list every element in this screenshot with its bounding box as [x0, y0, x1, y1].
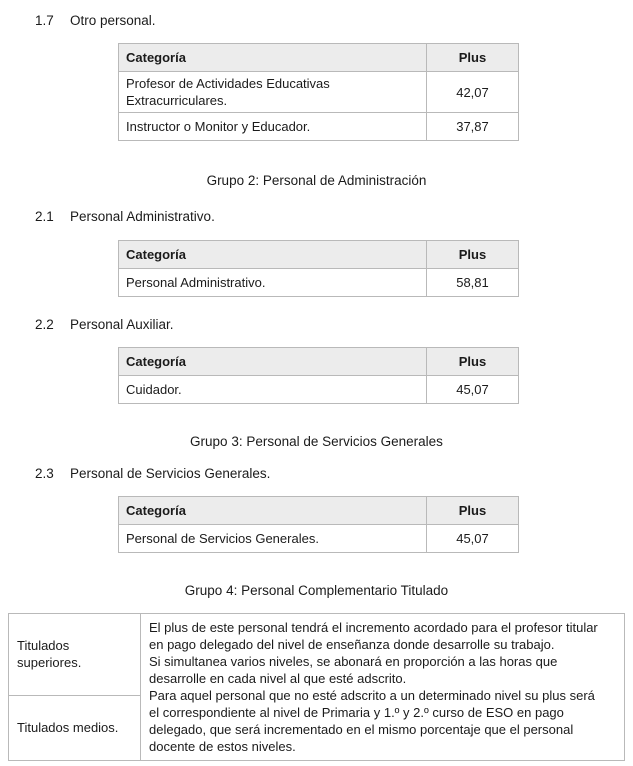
table-row	[119, 525, 519, 553]
table-titulados	[8, 613, 625, 761]
table-otro-personal	[118, 43, 519, 141]
group-heading-grupo-3: Grupo 3: Personal de Servicios Generales	[190, 434, 443, 449]
cell-plus: 45,07	[427, 525, 519, 553]
section-heading-2-2	[35, 317, 633, 333]
table-header-row	[119, 497, 519, 525]
table-servicios-generales	[118, 496, 519, 553]
section-heading-2-1	[35, 209, 633, 225]
description-paragraph-3: Para aquel personal que no esté adscrito a un determinado nivel su plus será el correspondiente al nivel de Primaria y 1.º y 2.º curso de ESO en pago delegado, que será incrementado en el mismo porcentaje que el personal docente de estos niveles.	[149, 688, 595, 754]
cell-categoria: Personal Administrativo.	[119, 269, 427, 297]
column-header-plus: Plus	[427, 44, 519, 72]
cell-titulados-description	[141, 614, 625, 761]
section-number: 2.3	[35, 466, 54, 481]
section-title: Personal Administrativo.	[70, 209, 215, 224]
section-number: 2.1	[35, 209, 54, 224]
table-row	[9, 614, 625, 696]
table-personal-administrativo	[118, 240, 519, 297]
table-header-row	[119, 241, 519, 269]
section-title: Personal Auxiliar.	[70, 317, 174, 332]
table-row	[119, 113, 519, 141]
cell-plus: 42,07	[427, 72, 519, 113]
cell-titulados-superiores: Titulados superiores.	[9, 614, 141, 696]
table-row	[119, 269, 519, 297]
cell-categoria: Cuidador.	[119, 376, 427, 404]
table-header-row	[119, 348, 519, 376]
column-header-categoria: Categoría	[119, 44, 427, 72]
section-heading-1-7	[35, 13, 633, 29]
cell-categoria: Instructor o Monitor y Educador.	[119, 113, 427, 141]
section-heading-2-3	[35, 466, 633, 482]
table-header-row	[119, 44, 519, 72]
column-header-plus: Plus	[427, 241, 519, 269]
column-header-plus: Plus	[427, 497, 519, 525]
section-number: 2.2	[35, 317, 54, 332]
cell-categoria: Profesor de Actividades Educativas Extracurriculares.	[119, 72, 427, 113]
section-title: Otro personal.	[70, 13, 156, 28]
cell-plus: 45,07	[427, 376, 519, 404]
column-header-categoria: Categoría	[119, 241, 427, 269]
section-title: Personal de Servicios Generales.	[70, 466, 271, 481]
table-row	[119, 72, 519, 113]
table-personal-auxiliar	[118, 347, 519, 404]
description-paragraph-2: Si simultanea varios niveles, se abonará en proporción a las horas que desarrolle en cada nivel al que esté adscrito.	[149, 654, 558, 686]
description-paragraph-1: El plus de este personal tendrá el incremento acordado para el profesor titular en pago delegado del nivel de enseñanza donde desarrolle su trabajo.	[149, 620, 598, 652]
cell-plus: 58,81	[427, 269, 519, 297]
column-header-categoria: Categoría	[119, 348, 427, 376]
group-heading-grupo-2: Grupo 2: Personal de Administración	[206, 173, 427, 188]
section-number: 1.7	[35, 13, 54, 28]
column-header-categoria: Categoría	[119, 497, 427, 525]
table-row	[119, 376, 519, 404]
cell-plus: 37,87	[427, 113, 519, 141]
group-heading-grupo-4: Grupo 4: Personal Complementario Titulado	[184, 583, 449, 598]
cell-titulados-medios: Titulados medios.	[9, 695, 141, 760]
cell-categoria: Personal de Servicios Generales.	[119, 525, 427, 553]
column-header-plus: Plus	[427, 348, 519, 376]
